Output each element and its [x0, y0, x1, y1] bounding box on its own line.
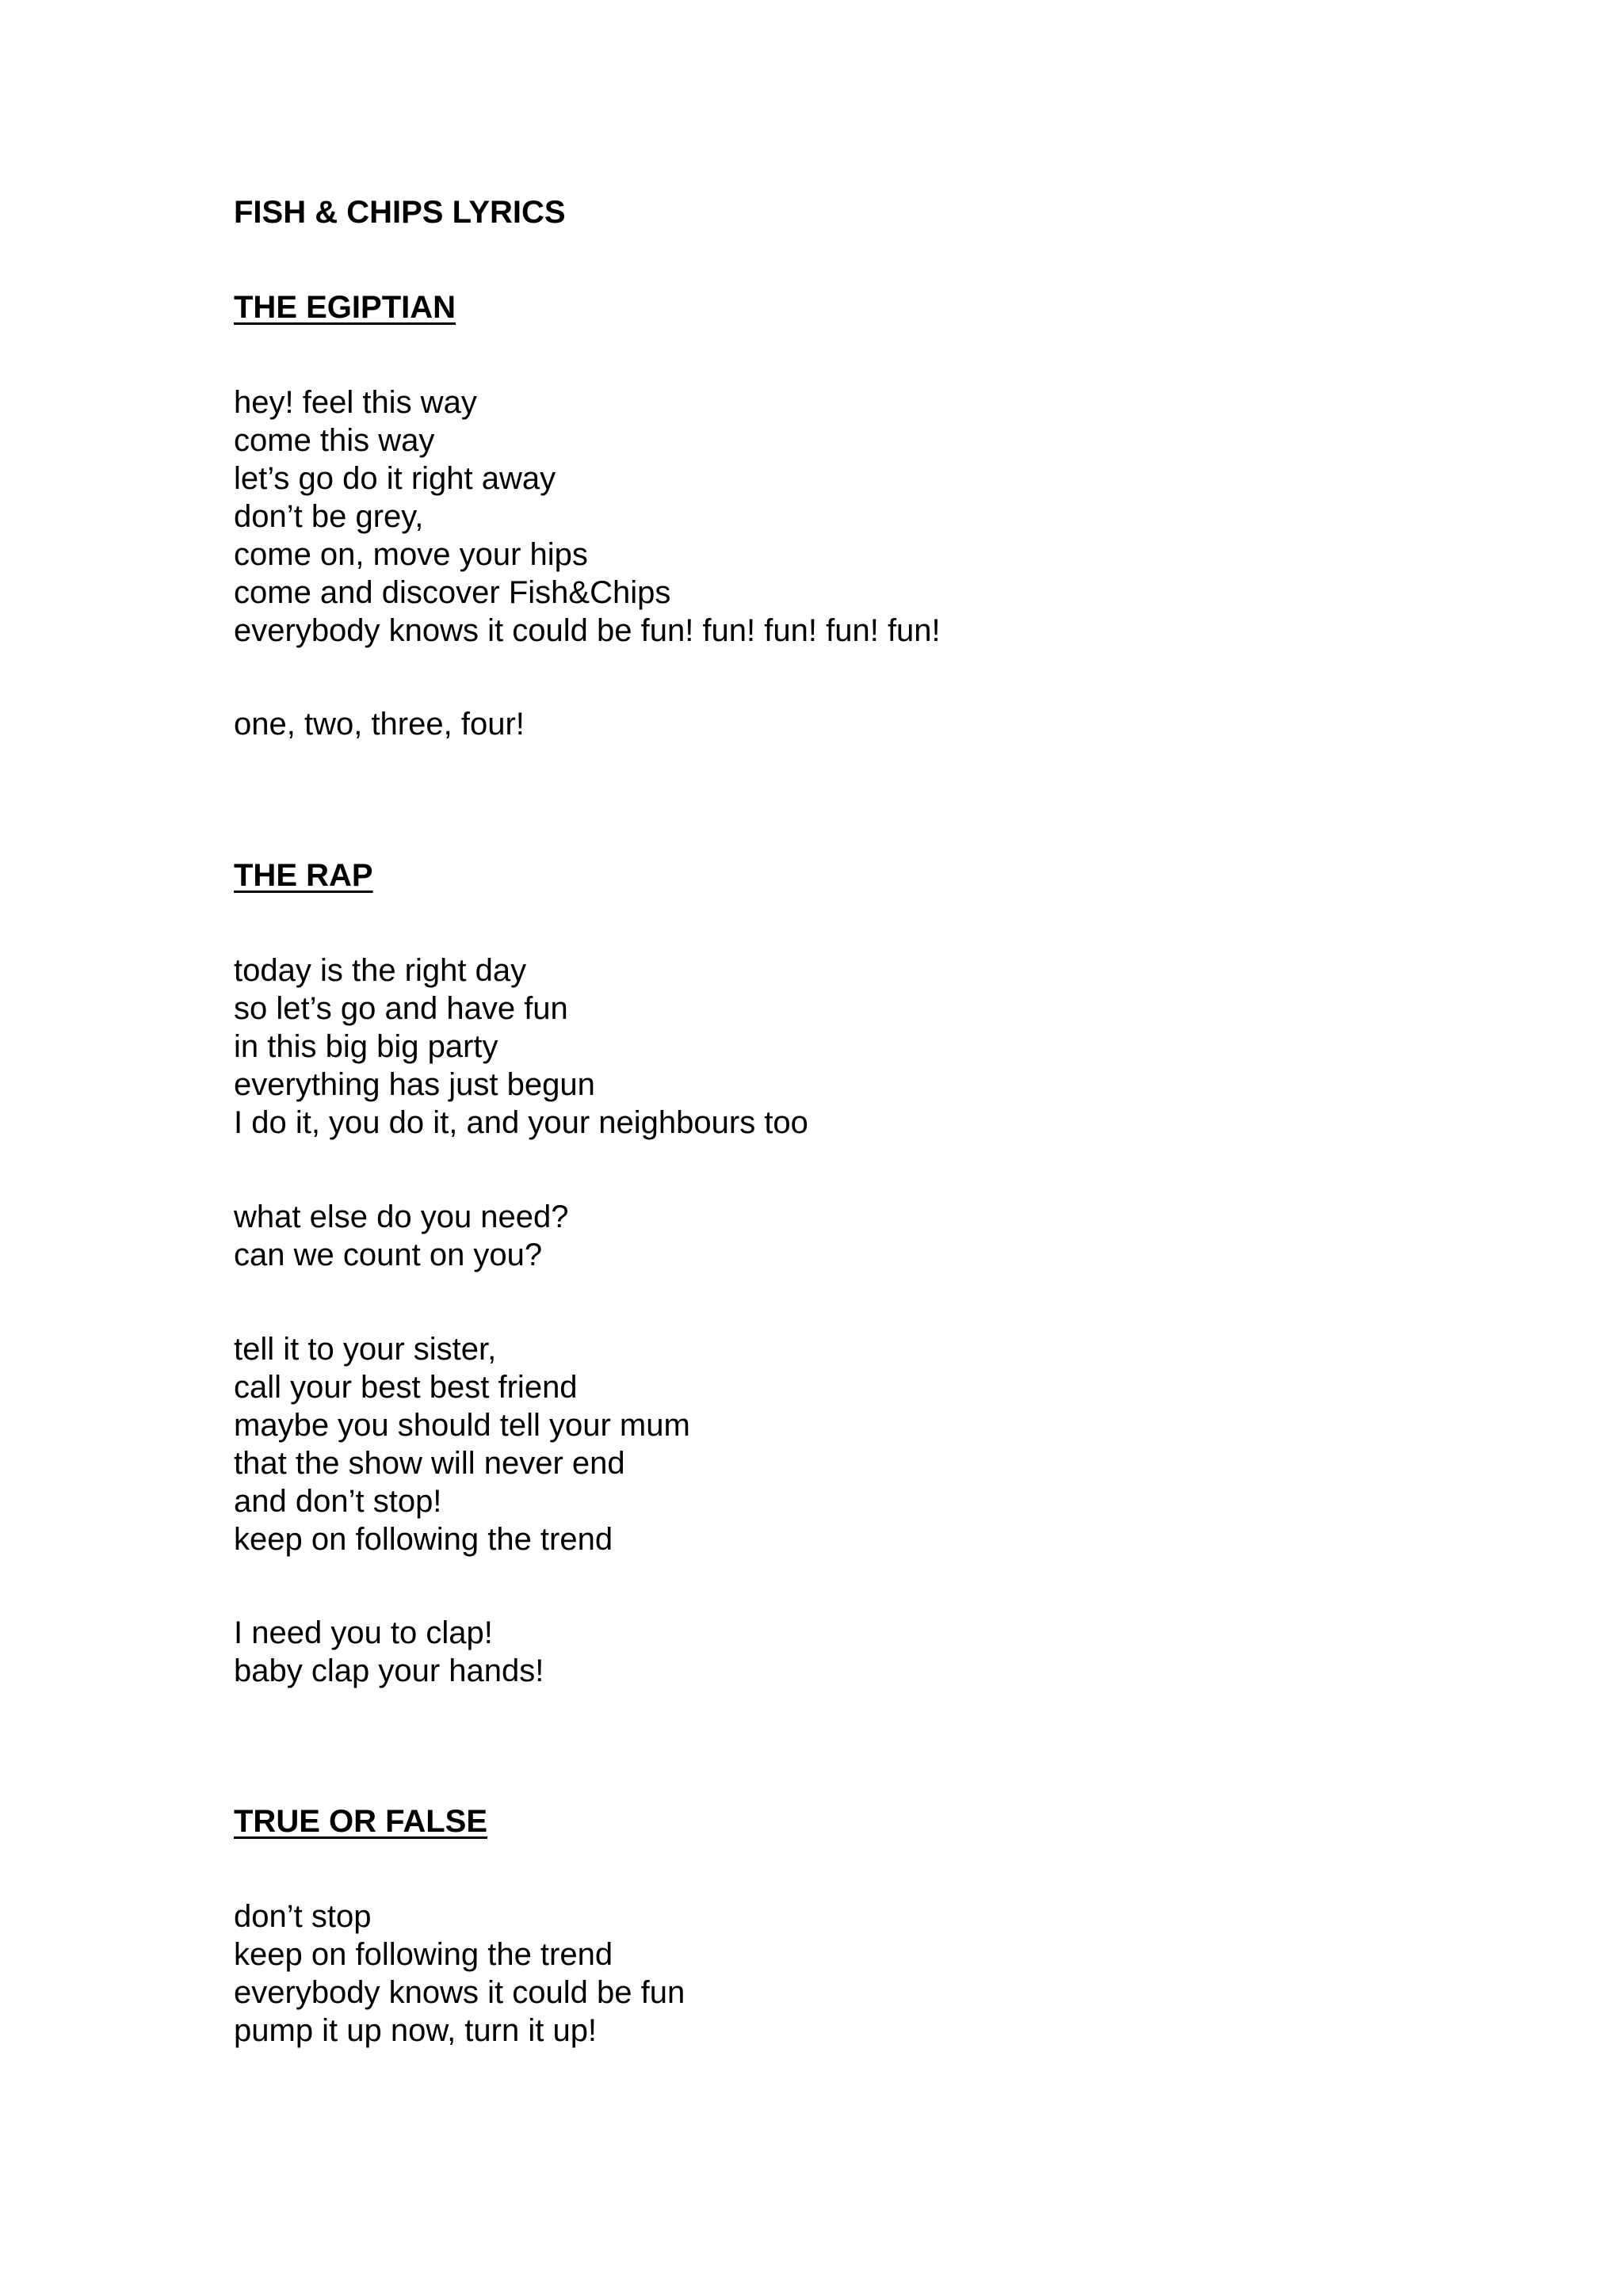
lyric-line: hey! feel this way: [234, 385, 477, 420]
lyric-line: don’t be grey,: [234, 499, 424, 534]
lyric-line: I do it, you do it, and your neighbours too: [234, 1105, 808, 1140]
lyric-line: baby clap your hands!: [234, 1653, 544, 1688]
lyric-line: come this way: [234, 423, 435, 458]
lyric-line: keep on following the trend: [234, 1937, 613, 1972]
rap-stanza-4: [234, 1614, 544, 1690]
lyric-line: one, two, three, four!: [234, 707, 525, 742]
lyric-line: let’s go do it right away: [234, 461, 556, 496]
lyric-line: come and discover Fish&Chips: [234, 575, 671, 610]
lyric-line: come on, move your hips: [234, 537, 588, 572]
section-heading-egiptian: THE EGIPTIAN: [234, 290, 456, 325]
lyric-line: pump it up now, turn it up!: [234, 2013, 598, 2048]
lyric-line: everybody knows it could be fun! fun! fun! fun! fun!: [234, 613, 941, 648]
lyric-line: today is the right day: [234, 953, 527, 988]
lyric-line: can we count on you?: [234, 1238, 543, 1272]
lyric-line: everything has just begun: [234, 1067, 595, 1102]
egiptian-stanza-1: [234, 383, 941, 650]
rap-stanza-3: [234, 1330, 690, 1558]
lyric-line: what else do you need?: [234, 1199, 569, 1234]
rap-stanza-1: [234, 952, 808, 1142]
rap-stanza-2: [234, 1198, 569, 1274]
document-title: FISH & CHIPS LYRICS: [234, 195, 566, 230]
lyric-line: I need you to clap!: [234, 1615, 493, 1650]
lyric-line: everybody knows it could be fun: [234, 1975, 685, 2010]
section-heading-true-or-false: TRUE OR FALSE: [234, 1804, 488, 1839]
lyric-line: call your best best friend: [234, 1370, 578, 1405]
lyric-line: tell it to your sister,: [234, 1332, 497, 1367]
lyric-line: maybe you should tell your mum: [234, 1408, 690, 1443]
egiptian-stanza-2: [234, 705, 525, 743]
lyric-line: so let’s go and have fun: [234, 991, 568, 1026]
true-or-false-stanza-1: [234, 1897, 685, 2050]
lyric-line: and don’t stop!: [234, 1484, 442, 1519]
lyric-line: keep on following the trend: [234, 1522, 613, 1557]
lyric-line: don’t stop: [234, 1899, 372, 1934]
lyric-line: in this big big party: [234, 1029, 498, 1064]
lyric-line: that the show will never end: [234, 1446, 625, 1481]
section-heading-rap: THE RAP: [234, 858, 373, 893]
